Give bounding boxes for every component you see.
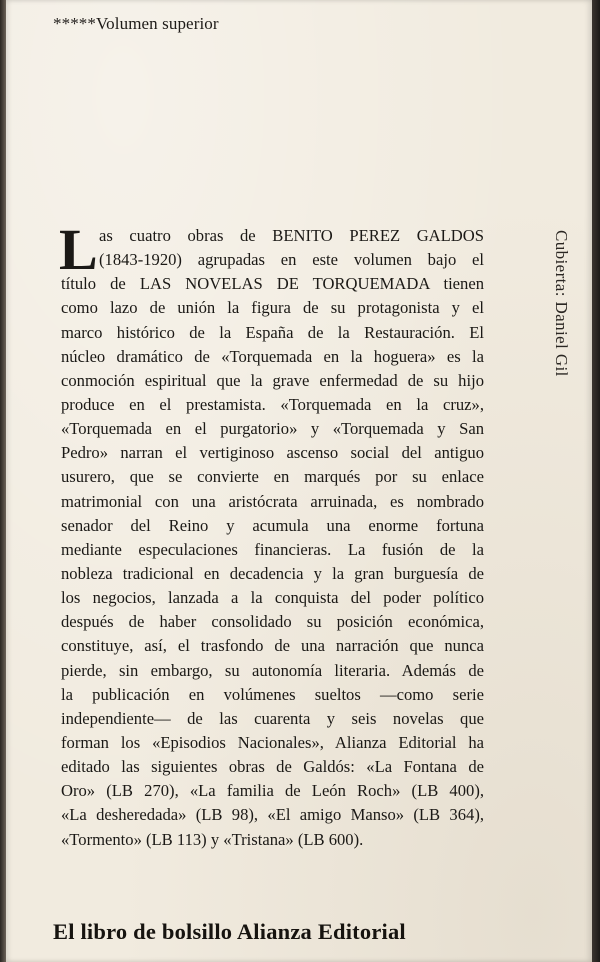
blurb-line: conmoción espiritual que la grave enfermedad de su hijo [61,370,484,390]
blurb-line: editado las siguientes obras de Galdós: «La Fontana de [61,757,484,777]
blurb-line: as cuatro obras de BENITO PEREZ GALDOS [99,226,484,245]
blurb-line: constituye, así, el trasfondo de una narración que nunca [61,636,484,656]
blurb-line: «Tormento» (LB 113) y «Tristana» (LB 600). [61,829,364,849]
drop-cap: L [59,217,98,282]
blurb-line: (1843-1920) agrupadas en este volumen bajo el [99,250,484,270]
blurb-line: núcleo dramático de «Torquemada en la hoguera» es la [61,346,484,366]
blurb-line: senador del Reino y acumula una enorme fortuna [61,515,484,535]
blurb-line: Oro» (LB 270), «La familia de León Roch» (LB 400), [61,781,484,801]
blurb-line: título de LAS NOVELAS DE TORQUEMADA tienen [61,274,484,294]
blurb-line: usurero, que se convierte en marqués por su enlace [61,467,484,487]
blurb-line: los negocios, lanzada a la conquista del poder político [61,588,484,608]
volume-label: *****Volumen superior [53,14,219,33]
blurb-line: nobleza tradicional en decadencia y la gran burguesía de [61,563,484,583]
blurb-line: Pedro» narran el vertiginoso ascenso social del antiguo [61,443,484,463]
blurb-line: «La desheredada» (LB 98), «El amigo Manso» (LB 364), [61,805,484,825]
book-edge-right [592,0,600,962]
publisher-imprint: El libro de bolsillo Alianza Editorial [53,919,406,944]
blurb-line: matrimonial con una aristócrata arruinada, es nombrado [61,491,484,511]
back-cover [6,0,592,962]
blurb-line: independiente— de las cuarenta y seis novelas que [61,708,484,728]
blurb-line: después de haber consolidado su posición económica, [61,612,484,632]
blurb-text [59,217,484,852]
blurb-line: pierde, sin embargo, su autonomía literaria. Además de [61,660,484,680]
blurb-line: produce en el prestamista. «Torquemada en la cruz», [61,394,484,414]
blurb-line: «Torquemada en el purgatorio» y «Torquemada y San [61,419,484,439]
blurb-line: mediante especulaciones financieras. La fusión de la [61,539,484,559]
cover-credit: Cubierta: Daniel Gil [552,230,571,377]
blurb-line: forman los «Episodios Nacionales», Alianza Editorial ha [61,732,484,752]
blurb-line: marco histórico de la España de la Restauración. El [61,322,484,342]
blurb-line: como lazo de unión la figura de su protagonista y el [61,298,484,318]
blurb-line: la publicación en volúmenes sueltos —como serie [61,684,484,704]
